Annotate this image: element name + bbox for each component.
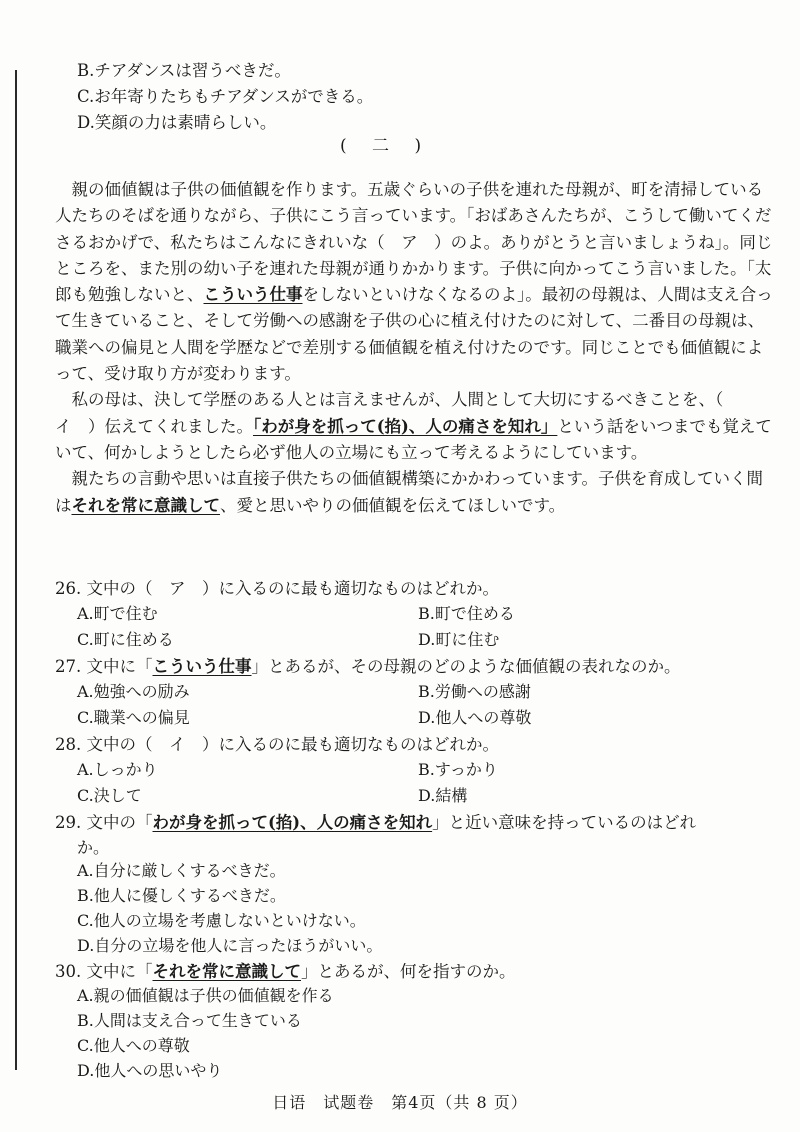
question-28: 28. 文中の（ イ ）に入るのに最も適切なものはどれか。: [55, 735, 499, 754]
q30-option-b: B.人間は支え合って生きている: [77, 1011, 302, 1030]
passage-text: をしないといけなくなるのよ」。最初の母親は、人間は支え合って生きていること、そして労働への感謝を子供の心に植え付けたのに対して、二番目の母親は、職業への偏見と人間を学歴などで差別する価値観を植え付けたのです。同じことでも価値観によって、受け取り方が変わります。: [55, 285, 773, 384]
passage-text: 親の価値観は子供の価値観を作ります。五歳ぐらいの子供を連れた母親が、町を清掃している人たちのそばを通りながら、子供にこう言っています。「おばあさんたちが、こうして働いてくださるおかげで、私たちはこんなにきれいな（ ア ）のよ。ありがとうと言いましょうね」。同じところを、また別の幼い子を連れた母親が通りかかります。子供に向かってこう言いました。「太郎も勉強しないと、: [55, 180, 773, 305]
question-29-continued: か。: [77, 838, 110, 857]
page-footer: 日语 试题卷 第4页（共 8 页）: [272, 1093, 528, 1112]
q27-option-d: D.他人への尊敬: [418, 708, 532, 727]
underlined-phrase: それを常に意識して: [152, 962, 301, 981]
underlined-phrase: それを常に意識して: [71, 495, 220, 515]
margin-rule: [15, 70, 17, 1070]
underlined-phrase: わが身を抓って(掐)、人の痛さを知れ: [152, 813, 433, 832]
stem-text: 27. 文中に「: [55, 657, 153, 676]
stem-text: 」とあるが、何を指すのか。: [301, 962, 516, 981]
q26-option-c: C.町に住める: [77, 630, 174, 649]
q26-option-a: A.町で住む: [77, 604, 158, 623]
q27-option-a: A.勉強への励み: [77, 682, 190, 701]
stem-text: 30. 文中に「: [55, 962, 153, 981]
q26-option-d: D.町に住む: [418, 630, 500, 649]
section-title: ( 二 ): [340, 136, 432, 156]
stem-text: 29. 文中の「: [55, 813, 153, 832]
q29-option-d: D.自分の立場を他人に言ったほうがいい。: [77, 936, 383, 955]
passage-paragraph-1: [55, 177, 773, 387]
q28-option-c: C.決して: [77, 786, 142, 805]
passage-text: 私の母は、決して学歴のある人とは言えませんが、人間として大切にするべきことを、（ イ ）伝えてくれました。: [55, 390, 740, 436]
q26-option-b: B.町で住める: [418, 604, 515, 623]
underlined-phrase: こういう仕事: [203, 285, 303, 305]
question-30: [55, 960, 516, 984]
question-26: 26. 文中の（ ア ）に入るのに最も適切なものはどれか。: [55, 579, 499, 598]
prev-option-b: B.チアダンスは習うべきだ。: [77, 61, 291, 80]
stem-text: 」と近い意味を持っているのはどれ: [432, 813, 697, 832]
passage-paragraph-3: [55, 466, 773, 519]
q30-option-c: C.他人への尊敬: [77, 1036, 190, 1055]
passage-paragraph-2: [55, 387, 773, 466]
underlined-phrase: 「わが身を抓って(掐)、人の痛さを知れ」: [253, 416, 558, 436]
question-27: [55, 655, 681, 679]
q29-option-c: C.他人の立場を考慮しないといけない。: [77, 911, 366, 930]
q30-option-d: D.他人への思いやり: [77, 1061, 223, 1080]
passage-text: 親たちの言動や思いは直接子供たちの価値観構築にかかわっています。子供を育成していく間は: [55, 469, 764, 515]
passage-text: という話をいつまでも覚えていて、何かしようとしたら必ず他人の立場にも立って考えるようにしています。: [55, 416, 772, 462]
q30-option-a: A.親の価値観は子供の価値観を作る: [77, 986, 334, 1005]
q29-option-b: B.他人に優しくするべきだ。: [77, 886, 286, 905]
prev-option-d: D.笑顔の力は素晴らしい。: [77, 113, 277, 132]
stem-text: 」とあるが、その母親のどのような価値観の表れなのか。: [251, 657, 681, 676]
question-29: [55, 811, 696, 835]
q27-option-b: B.労働への感謝: [418, 682, 531, 701]
underlined-phrase: こういう仕事: [152, 657, 252, 676]
q29-option-a: A.自分に厳しくするべきだ。: [77, 861, 286, 880]
reading-passage: [55, 177, 773, 519]
q28-option-b: B.すっかり: [418, 760, 498, 779]
q28-option-d: D.結構: [418, 786, 468, 805]
q28-option-a: A.しっかり: [77, 760, 158, 779]
passage-text: 、愛と思いやりの価値観を伝えてほしいです。: [220, 495, 566, 515]
prev-option-c: C.お年寄りたちもチアダンスができる。: [77, 87, 374, 106]
q27-option-c: C.職業への偏見: [77, 708, 190, 727]
